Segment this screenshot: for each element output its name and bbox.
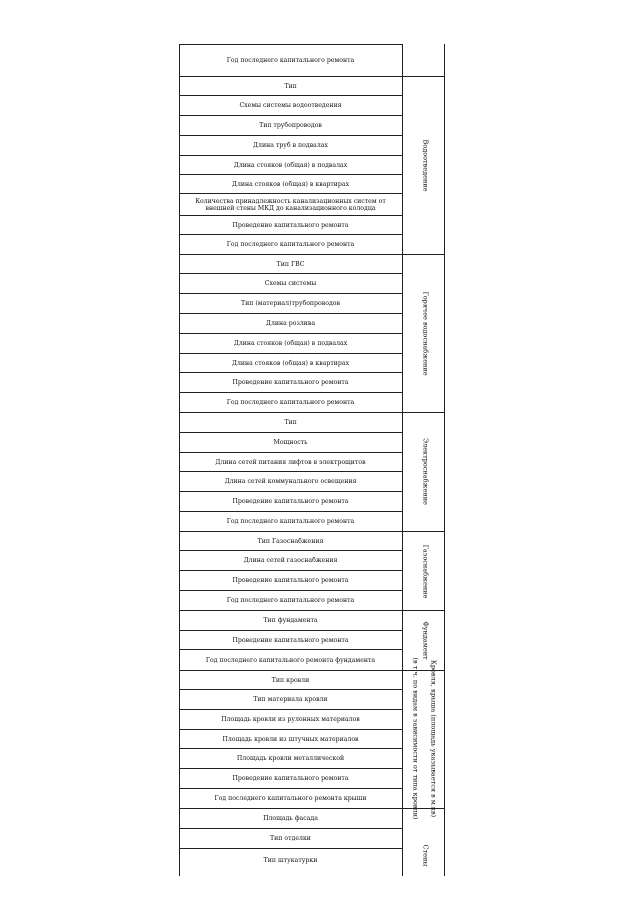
table-row: Проведение капитального ремонта bbox=[179, 216, 402, 235]
group-divider bbox=[402, 254, 445, 255]
table-row: Площадь кровли из рулонных материалов bbox=[179, 710, 402, 730]
table-row: Год последнего капитального ремонта bbox=[179, 512, 402, 532]
table-row: Длина стояков (общая) в квартирах bbox=[179, 354, 402, 373]
group-label-fundament: Фундамент bbox=[421, 621, 430, 660]
group-label-krovlya: Кровля, крыша (площадь указывается в м.кв) bbox=[429, 659, 438, 818]
group-label-electro: Электроснабжение bbox=[421, 438, 430, 505]
table-row: Тип bbox=[179, 77, 402, 96]
table-row: Длина стояков (общая) в подвалах bbox=[179, 334, 402, 354]
table-row: Год последнего капитального ремонта bbox=[179, 393, 402, 413]
group-label-gvs: Горячее водоснабжение bbox=[421, 291, 430, 376]
table-row: Площадь кровли из штучных материалов bbox=[179, 730, 402, 749]
table-row: Длина сетей коммунального освещения bbox=[179, 472, 402, 492]
table-row: Длина стояков (общая) в квартирах bbox=[179, 175, 402, 194]
table-row: Тип Газоснабжения bbox=[179, 532, 402, 551]
table-row: Тип материала кровли bbox=[179, 690, 402, 710]
table-row: Тип отделки bbox=[179, 829, 402, 849]
table-row: Мощность bbox=[179, 433, 402, 453]
table-row: Количества принадлежность канализационных систем от внешней стены МКД до канализационного колодца bbox=[179, 194, 402, 216]
table-row: Проведение капитального ремонта bbox=[179, 631, 402, 650]
table-row: Схемы системы bbox=[179, 274, 402, 294]
table-row: Проведение капитального ремонта bbox=[179, 373, 402, 393]
table-row: Год последнего капитального ремонта bbox=[179, 235, 402, 255]
table-right-border bbox=[444, 44, 445, 876]
group-divider bbox=[402, 412, 445, 413]
group-divider bbox=[402, 76, 445, 77]
table-row: Тип (материал)трубопроводов bbox=[179, 294, 402, 314]
table-mid-border bbox=[402, 44, 403, 876]
table-row: Тип фундамента bbox=[179, 611, 402, 631]
table-row: Проведение капитального ремонта bbox=[179, 492, 402, 512]
group-label-krovlya-note: (в т.ч. по видам в зависимости от типа кровли) bbox=[411, 657, 420, 820]
table-row: Год последнего капитального ремонта фундамента bbox=[179, 650, 402, 671]
group-divider bbox=[402, 531, 445, 532]
group-label-steny: Стены bbox=[421, 844, 430, 867]
table-row: Тип ГВС bbox=[179, 255, 402, 274]
table-row: Тип кровли bbox=[179, 671, 402, 690]
table-row: Площадь фасада bbox=[179, 809, 402, 829]
table-row: Длина розлива bbox=[179, 314, 402, 334]
table-row: Тип штукатурки bbox=[263, 856, 318, 864]
table-row: Длина сетей питания лифтов в электрощитов bbox=[179, 453, 402, 472]
table-row: Площадь кровли металлической bbox=[179, 749, 402, 769]
table-row: Год последнего капитального ремонта bbox=[179, 45, 402, 77]
group-label-vodootvedenie: Водоотведение bbox=[421, 139, 430, 192]
table-row: Проведение капитального ремонта bbox=[179, 571, 402, 591]
table-row: Длина сетей газоснабжения bbox=[179, 551, 402, 571]
group-label-gas: Газоснабжение bbox=[421, 544, 430, 599]
table-row: Тип bbox=[179, 413, 402, 433]
table-row: Год последнего капитального ремонта bbox=[179, 591, 402, 611]
table-row: Тип трубопроводов bbox=[179, 116, 402, 136]
table-row: Длина труб в подвалах bbox=[179, 136, 402, 156]
table-row: Проведение капитального ремонта bbox=[179, 769, 402, 789]
table-row: Длина стояков (общая) в подвалах bbox=[179, 156, 402, 175]
table-row: Схемы системы водоотведения bbox=[179, 96, 402, 116]
table-row: Год последнего капитального ремонта крыши bbox=[179, 789, 402, 809]
group-divider bbox=[402, 808, 445, 809]
